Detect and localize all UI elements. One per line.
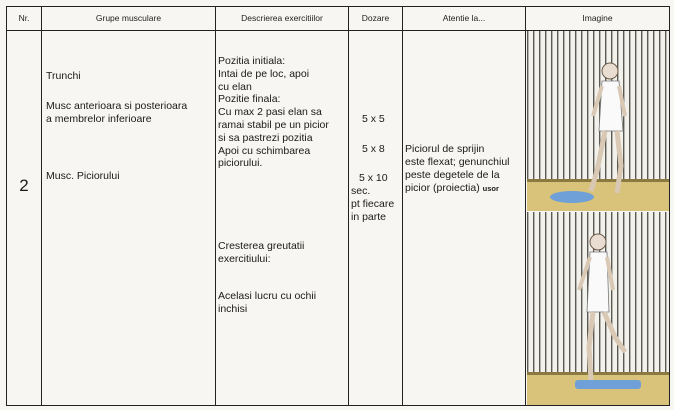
description-line: Pozitia initiala:: [218, 55, 286, 67]
description-line: cu elan: [218, 80, 252, 93]
dose-unit: sec.: [351, 185, 371, 197]
eyes-closed-1: Acelasi lucru cu ochii: [218, 290, 317, 302]
description-line: si sa pastrezi pozitia: [218, 131, 313, 144]
muscle-group-membre-1: Musc anterioara si posterioara: [46, 100, 188, 112]
attention-4-note: usor: [482, 184, 499, 193]
muscle-group-trunchi: Trunchi: [46, 70, 81, 82]
increase-difficulty-2: exercitiului:: [218, 253, 271, 265]
header-dozare: Dozare: [361, 13, 390, 23]
attention-3: peste degetele de la: [405, 169, 500, 181]
muscle-group-picior: Musc. Piciorului: [46, 170, 120, 182]
header-atentie: Atentie la...: [442, 13, 486, 23]
attention-2: este flexat; genunchiul: [405, 156, 510, 168]
header-descrierea-exercitiilor: Descrierea exercitiilor: [241, 13, 323, 23]
dose-2: 5 x 8: [362, 143, 385, 155]
dose-each-2: in parte: [351, 211, 387, 223]
dose-1: 5 x 5: [362, 113, 385, 125]
increase-difficulty-1: Cresterea greutatii: [218, 240, 305, 252]
description-line: Cu max 2 pasi elan sa: [218, 106, 322, 119]
exercise-photo-1-image: [527, 31, 669, 211]
eyes-closed-2: inchisi: [218, 303, 248, 315]
header-grupe-musculare: Grupe musculare: [95, 13, 162, 23]
description-line: Pozitie finala:: [218, 93, 281, 106]
dose-each-1: pt fiecare: [351, 198, 395, 210]
description-line: Intai de pe loc, apoi: [218, 67, 310, 80]
description-line: piciorului.: [218, 157, 263, 170]
description-line: ramai stabil pe un picior: [218, 118, 329, 131]
dose-3: 5 x 10: [359, 172, 388, 184]
attention-1: Piciorul de sprijin: [405, 143, 485, 155]
header-nr: Nr.: [18, 13, 30, 23]
header-imagine: Imagine: [582, 13, 613, 23]
row-number: 2: [19, 176, 29, 195]
description-line: Apoi cu schimbarea: [218, 144, 311, 157]
muscle-group-membre-2: a membrelor inferioare: [46, 113, 152, 125]
exercise-photo-2: [527, 212, 669, 405]
attention-4-text: picior (proiectia): [405, 182, 480, 194]
exercise-description: [218, 55, 348, 170]
attention-4: [405, 182, 499, 196]
exercise-photo-1: [527, 31, 669, 211]
exercise-photo-2-image: [527, 212, 669, 405]
